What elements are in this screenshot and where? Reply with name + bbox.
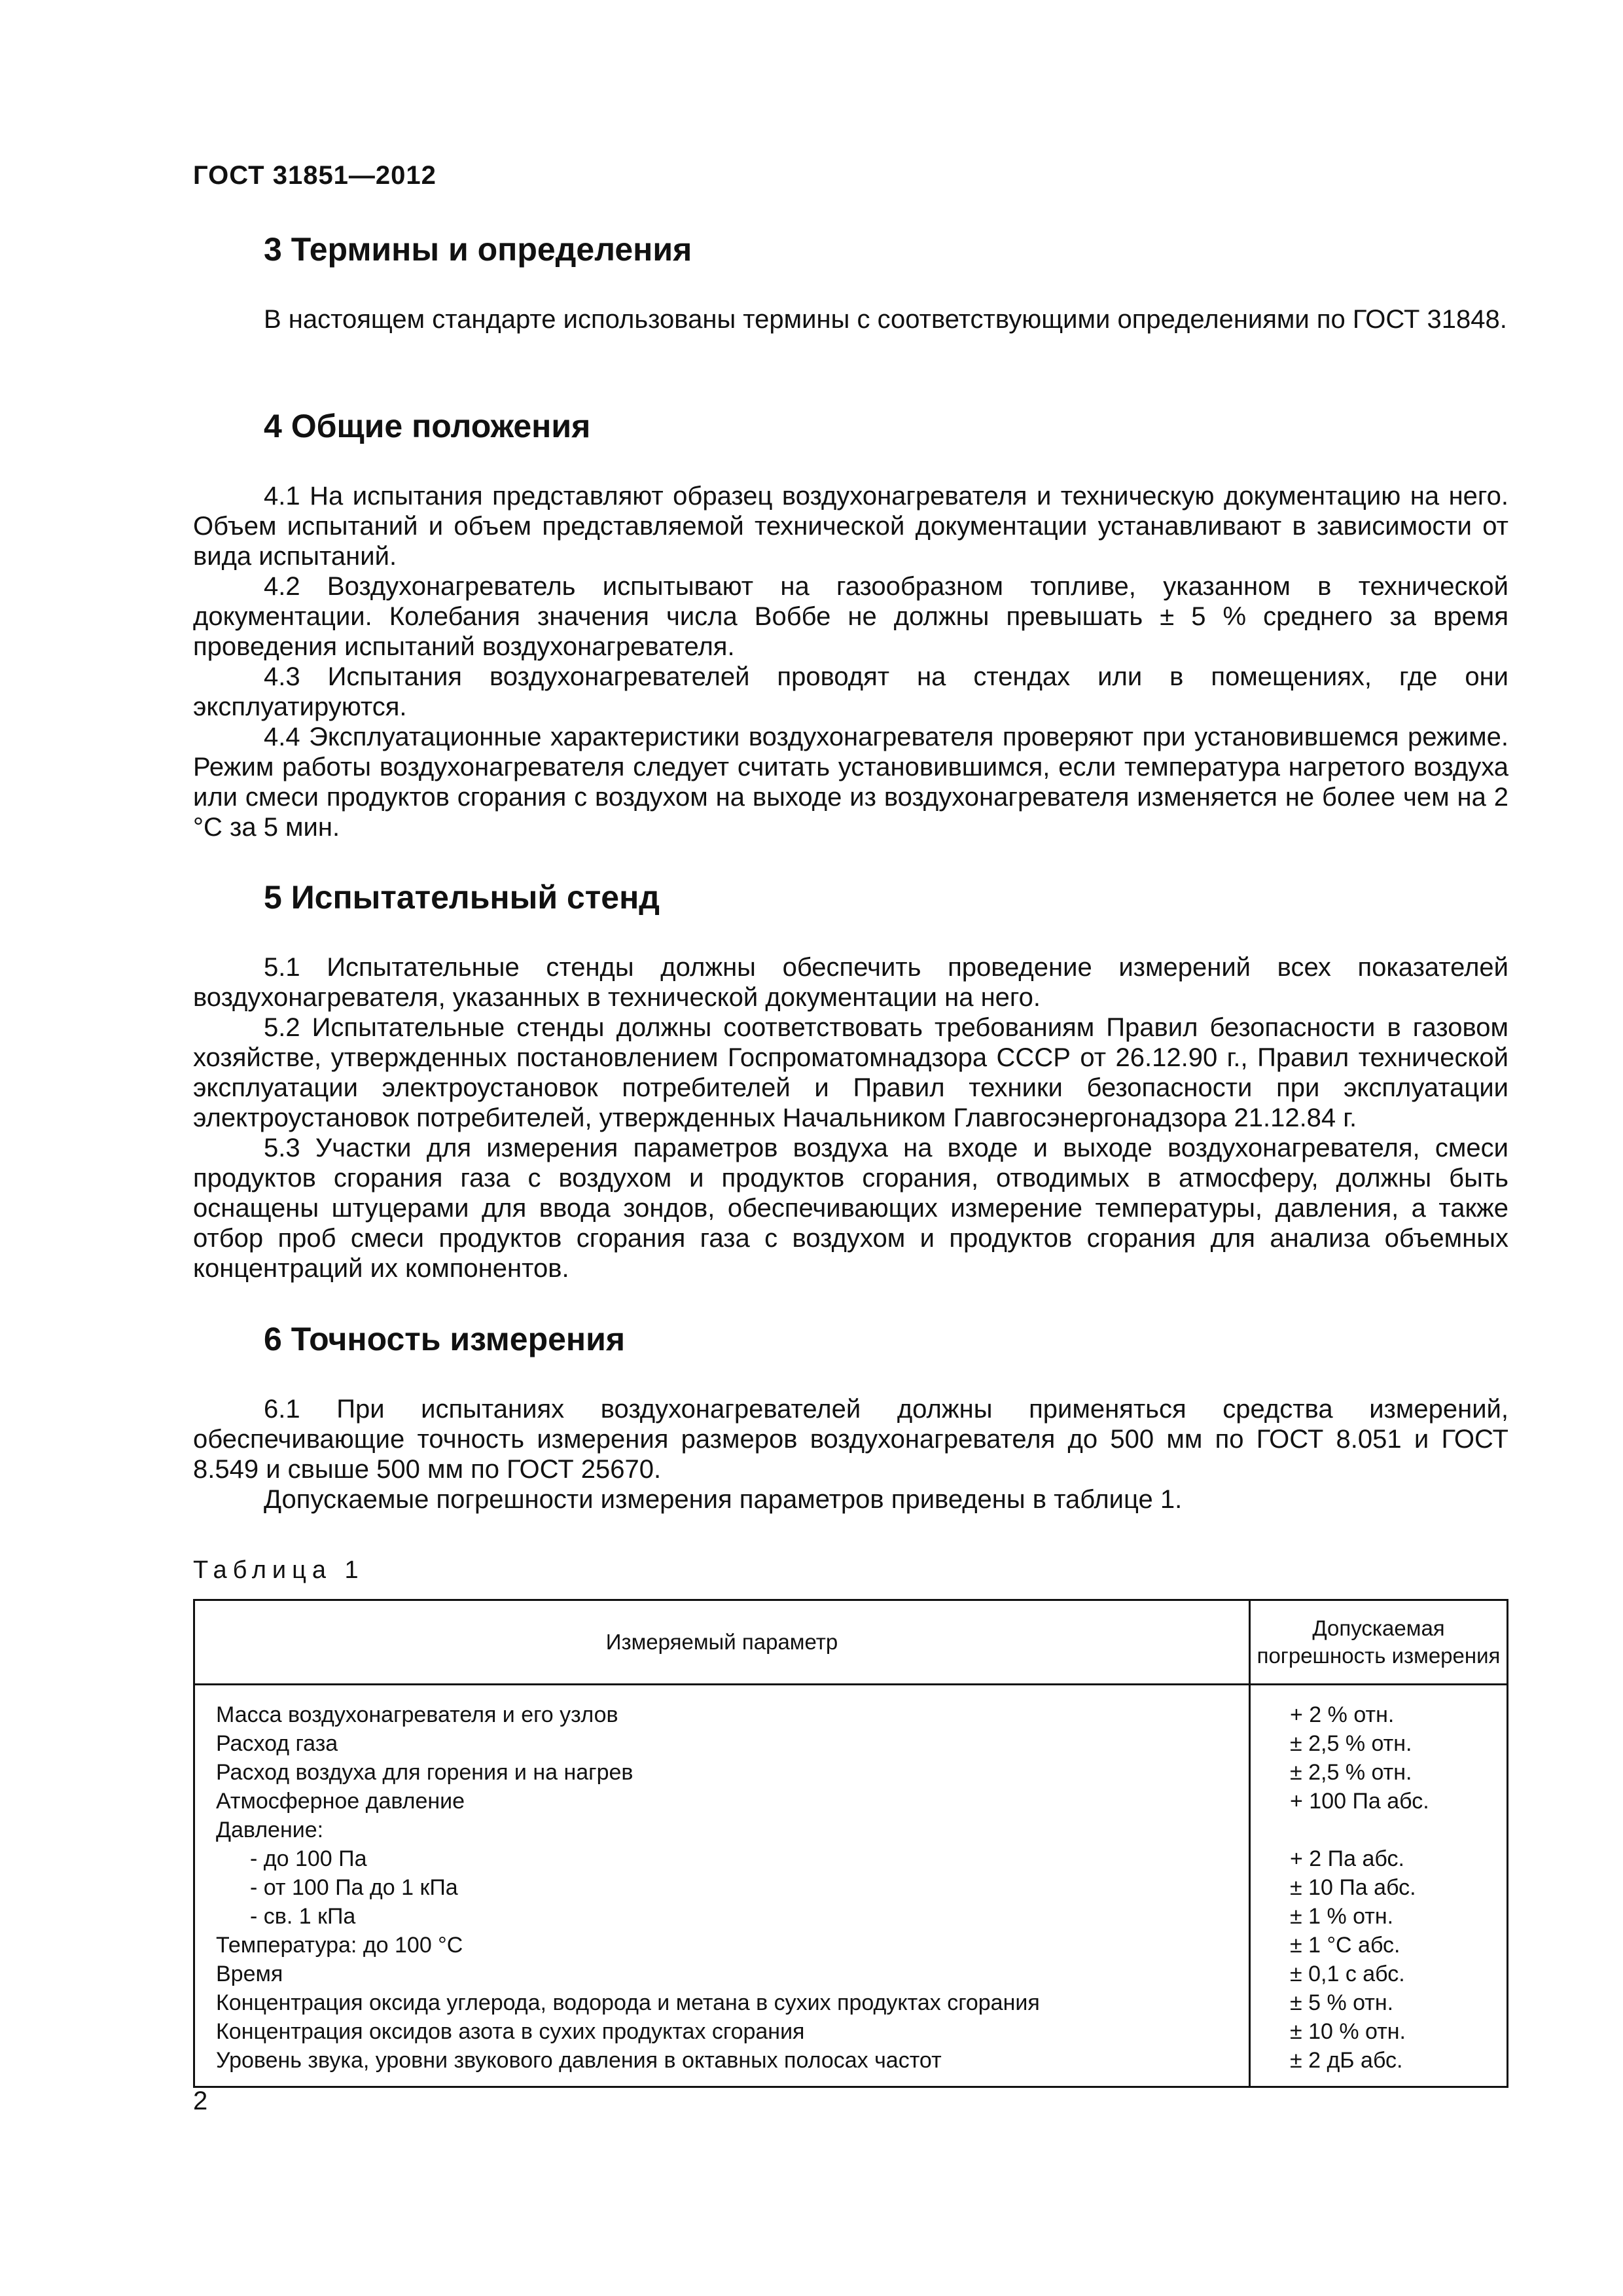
section-3-paragraph: В настоящем стандарте использованы термины с соответствующими определениями по ГОСТ 31848. [264, 305, 1507, 334]
clause-5-2: 5.2 Испытательные стенды должны соответствовать требованиям Правил безопасности в газовом хозяйстве, утвержденных постановлением Госпроматомнадзора СССР от 26.12.90 г., Правил технической эксплуатации электроустановок потребителей и Правил техники безопасности при эксплуатации электроустановок потребителей, утвержденных Начальником Главгосэнергонадзора 21.12.84 г. [193, 1013, 1508, 1132]
error-cell: ± 10 Па абс. [1250, 1873, 1508, 1902]
parameter-cell: - до 100 Па [194, 1844, 1250, 1873]
section-3-heading: 3 Термины и определения [264, 231, 692, 268]
clause-5-1: 5.1 Испытательные стенды должны обеспечить проведение измерений всех показателей воздухонагревателя, указанных в технической документации на него. [193, 953, 1508, 1012]
error-cell: + 2 Па абс. [1250, 1844, 1508, 1873]
parameter-cell: Уровень звука, уровни звукового давления в октавных полосах частот [194, 2046, 1250, 2087]
parameter-cell: Атмосферное давление [194, 1787, 1250, 1816]
table-caption: Таблица 1 [193, 1556, 365, 1584]
table-row [194, 1758, 1508, 1787]
table-row [194, 1685, 1508, 1730]
section-4-heading: 4 Общие положения [264, 408, 591, 444]
parameter-cell: Температура: до 100 °С [194, 1931, 1250, 1960]
parameter-cell: Расход газа [194, 1729, 1250, 1758]
table-reference-paragraph: Допускаемые погрешности измерения параметров приведены в таблице 1. [264, 1485, 1183, 1514]
column-header-error: Допускаемая погрешность измерения [1250, 1600, 1508, 1685]
section-6-heading: 6 Точность измерения [264, 1321, 626, 1357]
table-row [194, 2017, 1508, 2046]
parameter-cell: - св. 1 кПа [194, 1902, 1250, 1931]
parameter-cell: - от 100 Па до 1 кПа [194, 1873, 1250, 1902]
error-cell: ± 1 % отн. [1250, 1902, 1508, 1931]
table-row [194, 1787, 1508, 1816]
parameter-cell: Время [194, 1960, 1250, 1988]
table-row [194, 2046, 1508, 2087]
table-row [194, 1960, 1508, 1988]
document-code: ГОСТ 31851—2012 [193, 161, 437, 190]
error-cell: ± 1 °С абс. [1250, 1931, 1508, 1960]
table-row [194, 1873, 1508, 1902]
table-row [194, 1844, 1508, 1873]
clause-4-3: 4.3 Испытания воздухонагревателей проводят на стендах или в помещениях, где они эксплуатируются. [193, 662, 1508, 721]
table-row [194, 1816, 1508, 1844]
error-cell [1250, 1816, 1508, 1844]
table-row [194, 1902, 1508, 1931]
table-row [194, 1931, 1508, 1960]
clause-5-3: 5.3 Участки для измерения параметров воздуха на входе и выходе воздухонагревателя, смеси продуктов сгорания газа с воздухом и продуктов сгорания, отводимых в атмосферу, должны быть оснащены штуцерами для ввода зондов, обеспечивающих измерение температуры, давления, а также отбор проб смеси продуктов сгорания газа с воздухом и продуктов сгорания для анализа объемных концентраций их компонентов. [193, 1134, 1508, 1283]
table-row [194, 1988, 1508, 2017]
clause-6-1: 6.1 При испытаниях воздухонагревателей должны применяться средства измерений, обеспечивающие точность измерения размеров воздухонагревателя до 500 мм по ГОСТ 8.051 и ГОСТ 8.549 и свыше 500 мм по ГОСТ 25670. [193, 1395, 1508, 1484]
parameter-cell: Масса воздухонагревателя и его узлов [194, 1685, 1250, 1730]
clause-4-1: 4.1 На испытания представляют образец воздухонагревателя и техническую документацию на него. Объем испытаний и объем представляемой технической документации устанавливают в зависимости от вида испытаний. [193, 482, 1508, 571]
error-cell: ± 10 % отн. [1250, 2017, 1508, 2046]
error-cell: + 100 Па абс. [1250, 1787, 1508, 1816]
table-1 [193, 1599, 1508, 2088]
parameter-cell: Концентрация оксидов азота в сухих продуктах сгорания [194, 2017, 1250, 2046]
error-cell: ± 2 дБ абс. [1250, 2046, 1508, 2087]
error-cell: ± 2,5 % отн. [1250, 1758, 1508, 1787]
error-cell: ± 0,1 с абс. [1250, 1960, 1508, 1988]
error-cell: ± 5 % отн. [1250, 1988, 1508, 2017]
error-cell: ± 2,5 % отн. [1250, 1729, 1508, 1758]
error-cell: + 2 % отн. [1250, 1685, 1508, 1730]
section-5-heading: 5 Испытательный стенд [264, 879, 660, 916]
clause-4-4: 4.4 Эксплуатационные характеристики воздухонагревателя проверяют при установившемся режиме. Режим работы воздухонагревателя следует считать установившимся, если температура нагретого воздуха или смеси продуктов сгорания с воздухом на выходе из воздухонагревателя изменяется не более чем на 2 °С за 5 мин. [193, 723, 1508, 842]
column-header-parameter: Измеряемый параметр [194, 1600, 1250, 1685]
table-row [194, 1729, 1508, 1758]
clause-4-2: 4.2 Воздухонагреватель испытывают на газообразном топливе, указанном в технической документации. Колебания значения числа Воббе не должны превышать ± 5 % среднего за время проведения испытаний воздухонагревателя. [193, 572, 1508, 661]
parameter-cell: Концентрация оксида углерода, водорода и метана в сухих продуктах сгорания [194, 1988, 1250, 2017]
parameter-cell: Расход воздуха для горения и на нагрев [194, 1758, 1250, 1787]
page-number: 2 [193, 2087, 208, 2115]
table-header-row [194, 1600, 1508, 1685]
parameter-cell: Давление: [194, 1816, 1250, 1844]
